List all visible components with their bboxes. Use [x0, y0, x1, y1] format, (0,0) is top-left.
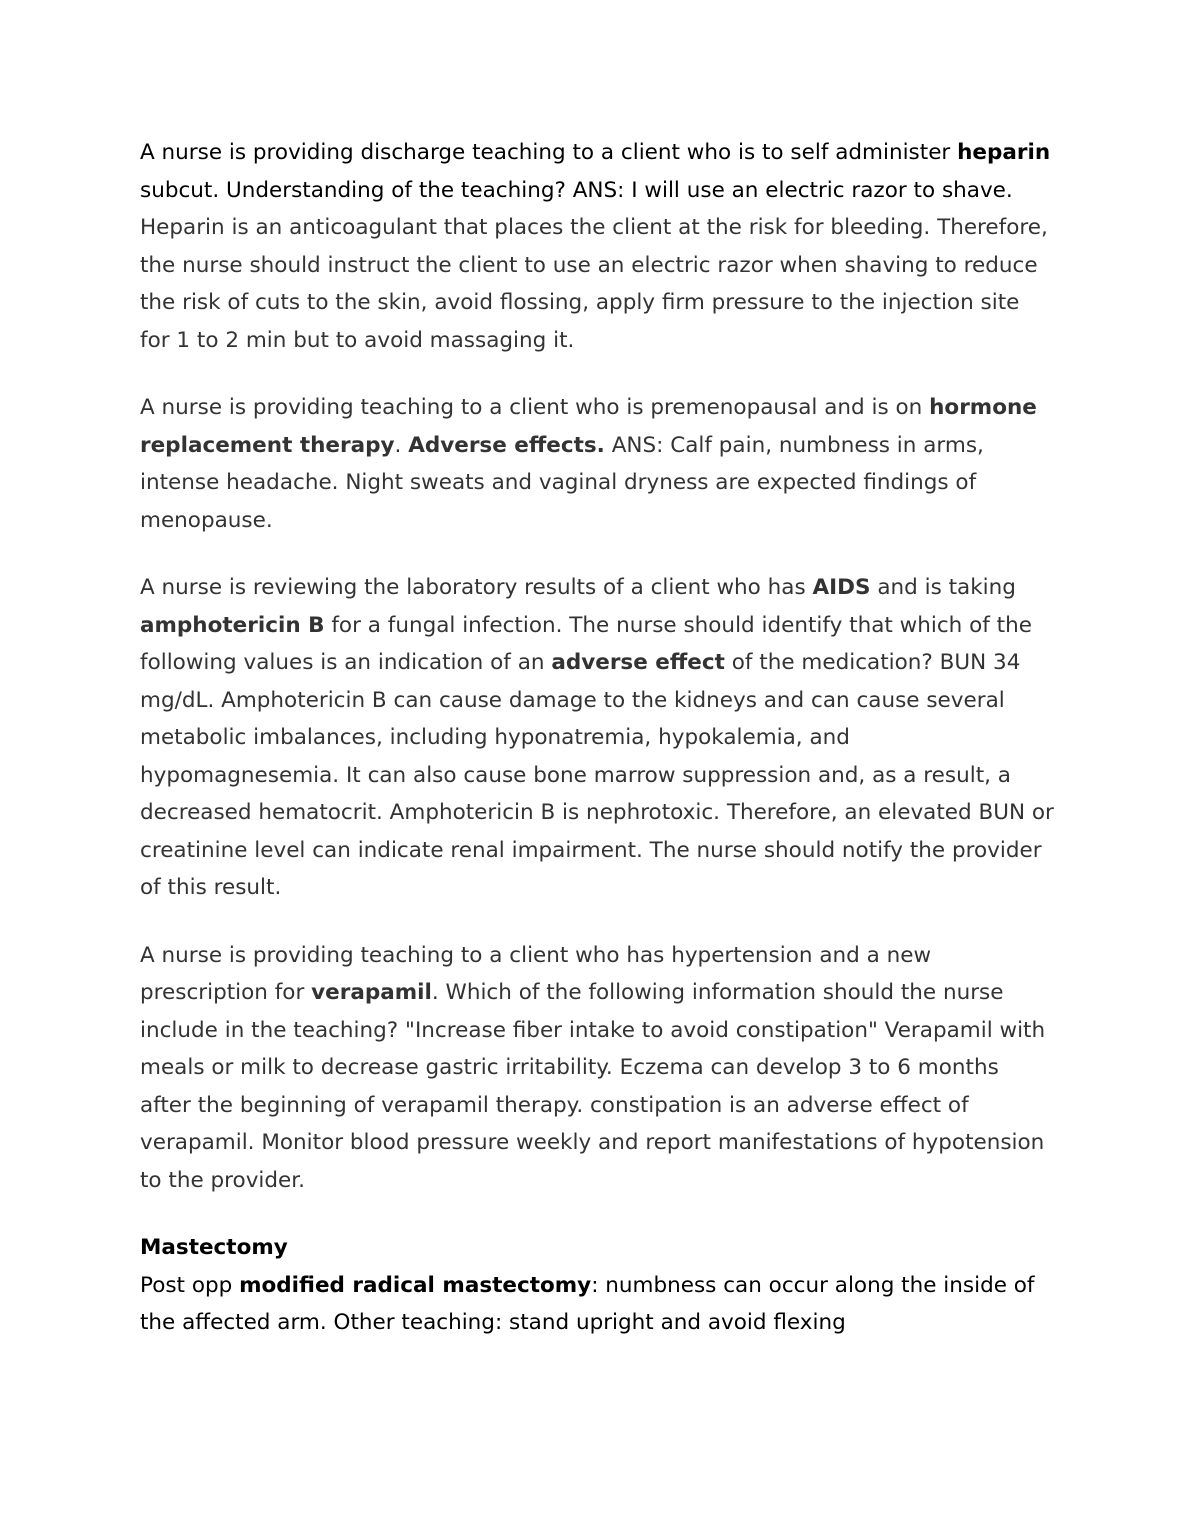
- paragraph-hrt: [140, 389, 1055, 539]
- mastectomy-text-1: Post opp: [140, 1272, 240, 1298]
- mastectomy-text-2: : numbness can occur along the inside of the affected arm. Other teaching: stand upright and avoid flexing: [140, 1272, 1035, 1335]
- amphotericin-text-2: and is taking: [870, 575, 1016, 600]
- section-heading-mastectomy: Mastectomy: [140, 1235, 288, 1260]
- adverse-effect-term: adverse effect: [551, 650, 725, 675]
- heparin-answer-text: subcut. Understanding of the teaching? ANS: I will use an electric razor to shave.: [140, 177, 1013, 203]
- amphotericin-term: amphotericin B: [140, 612, 325, 638]
- hrt-term: hormone replacement therapy: [140, 395, 1037, 458]
- verapamil-text-2: . Which of the following information should the nurse include in the teaching? "Increase fiber intake to avoid constipation" Verapamil with meals or milk to decrease gastric irritability. Eczema can develop 3 to 6 months after the beginning of verapamil therapy. constipation is an adverse effect of verapamil. Monitor blood pressure weekly and report manifestations of hypotension to the provider.: [140, 980, 1046, 1193]
- hrt-adverse-effects-term: Adverse effects.: [408, 432, 605, 458]
- heparin-question-text: A nurse is providing discharge teaching to a client who is to self administer: [140, 140, 958, 165]
- paragraph-amphotericin: [140, 569, 1055, 907]
- hrt-separator: .: [394, 432, 409, 458]
- mastectomy-term: modified radical mastectomy: [239, 1272, 592, 1298]
- amphotericin-text-4: of the medication? BUN 34 mg/dL. Amphotericin B can cause damage to the kidneys and can cause several metabolic imbalances, including hyponatremia, hypokalemia, and hypomagnesemia. It can also cause bone marrow suppression and, as a result, a decreased hematocrit. Amphotericin B is nephrotoxic. Therefore, an elevated BUN or creatinine level can indicate renal impairment. The nurse should notify the provider of this result.: [140, 650, 1054, 900]
- paragraph-mastectomy: [140, 1267, 1055, 1342]
- paragraph-verapamil: [140, 937, 1055, 1200]
- document-page: [140, 134, 1055, 1342]
- hrt-answer-text: ANS: Calf pain, numbness in arms, intense headache. Night sweats and vaginal dryness are expected findings of menopause.: [140, 432, 984, 533]
- amphotericin-text-3: for a fungal infection. The nurse should identify that which of the following values is an indication of an: [140, 612, 1032, 675]
- hrt-question-text: A nurse is providing teaching to a client who is premenopausal and is on: [140, 395, 930, 420]
- heparin-term: heparin: [957, 140, 1051, 165]
- verapamil-term: verapamil: [311, 980, 432, 1005]
- heparin-rationale-text: Heparin is an anticoagulant that places the client at the risk for bleeding. Therefore, the nurse should instruct the client to use an electric razor when shaving to reduce the risk of cuts to the skin, avoid flossing, apply firm pressure to the injection site for 1 to 2 min but to avoid massaging it.: [140, 215, 1048, 353]
- paragraph-heparin: [140, 134, 1055, 359]
- verapamil-text-1: A nurse is providing teaching to a client who has hypertension and a new prescription for: [140, 942, 932, 1005]
- aids-term: AIDS: [812, 575, 871, 600]
- amphotericin-text-1: A nurse is reviewing the laboratory results of a client who has: [140, 575, 813, 600]
